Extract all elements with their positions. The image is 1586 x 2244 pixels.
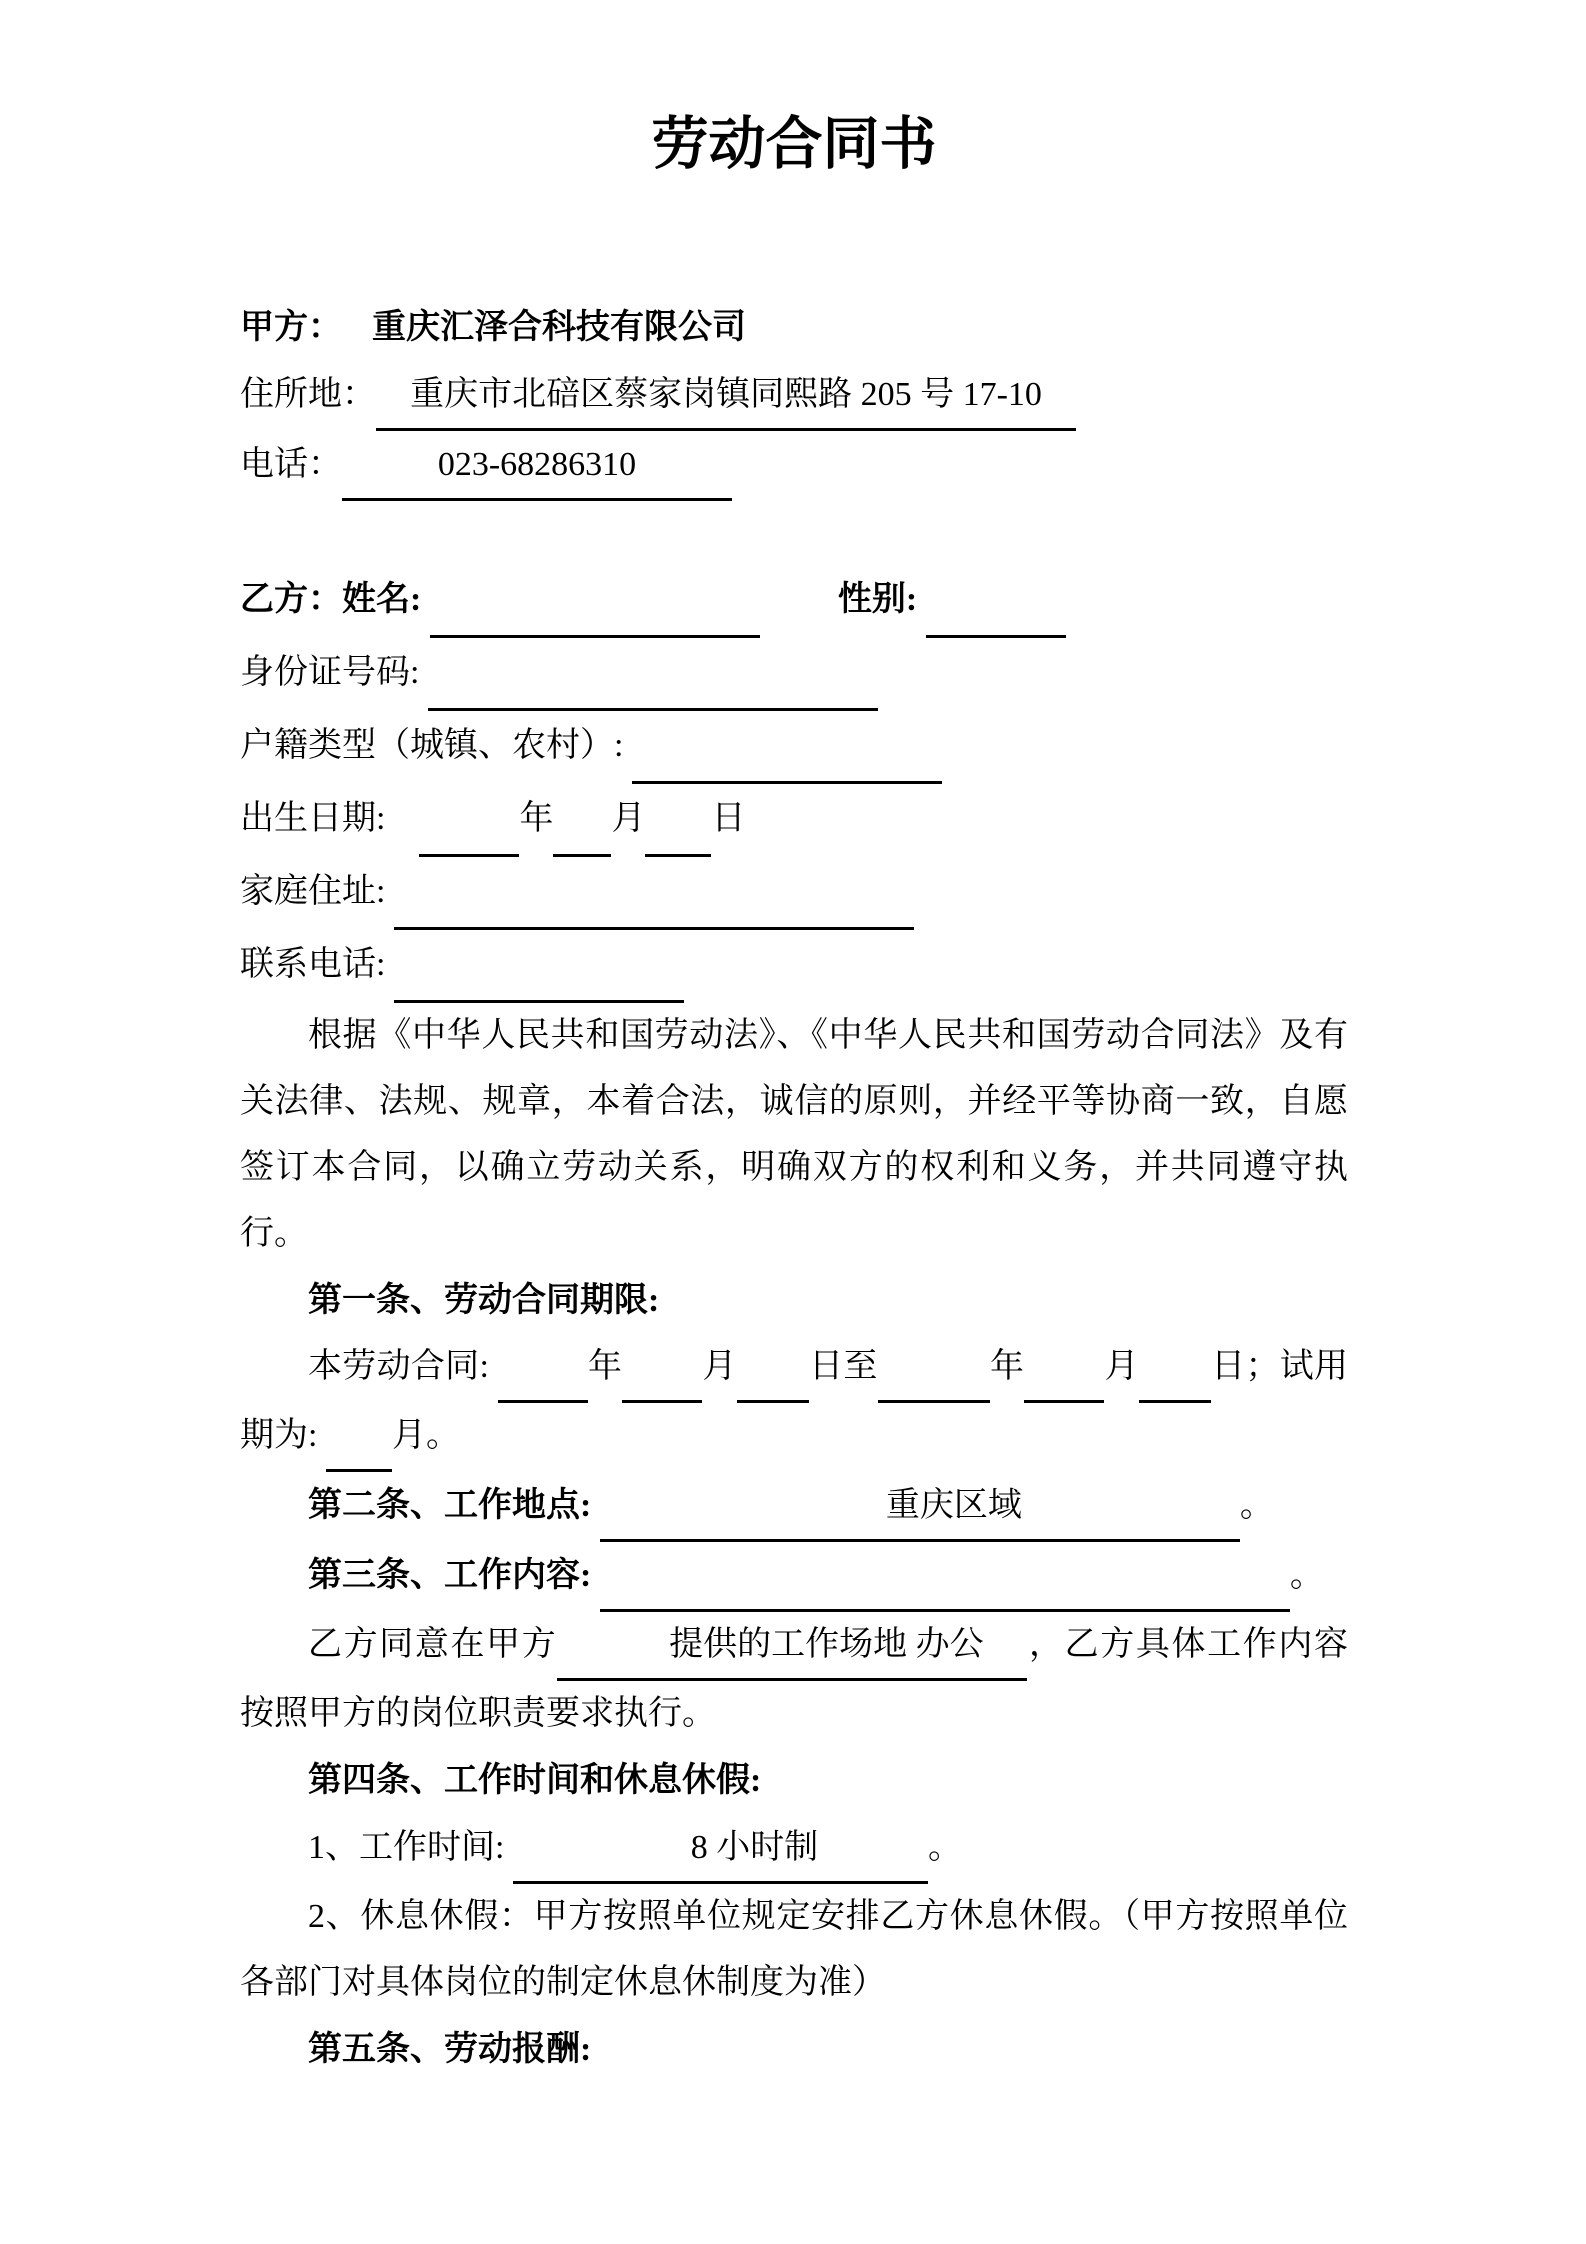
- article-3-period: 。: [1289, 1557, 1324, 1594]
- article-3-heading: 第三条、工作内容:: [308, 1557, 592, 1594]
- preamble-paragraph: 根据《中华人民共和国劳动法》、《中华人民共和国劳动合同法》及有关法律、法规、规章，本着合法，诚信的原则，并经平等协商一致，自愿签订本合同，以确立劳动关系，明确双方的权利和义务，并共同遵守执行。: [240, 1017, 1348, 1252]
- party-b-label: 乙方：: [240, 581, 342, 618]
- probation-month-end-label: 月。: [391, 1417, 460, 1454]
- article-2-line: [240, 1472, 1348, 1542]
- article-5-heading: 第五条、劳动报酬:: [308, 2031, 592, 2068]
- birth-date-label: 出生日期:: [240, 800, 386, 837]
- term-end-month-label: 月: [1104, 1348, 1139, 1385]
- work-hours-field: 8 小时制: [513, 1814, 928, 1884]
- rest-leave-paragraph: 2、休息休假：甲方按照单位规定安排乙方休息休假。（甲方按照单位各部门对具体岗位的制定休息休制度为准）: [240, 1898, 1348, 2001]
- article-1-heading: 第一条、劳动合同期限:: [308, 1282, 660, 1319]
- household-type-label: 户籍类型（城镇、农村）:: [240, 727, 624, 764]
- name-label: 姓名:: [342, 581, 422, 618]
- probation-label: 日；试用期为:: [240, 1348, 1349, 1454]
- article-3-body-suffix: ，乙方具体工作内容按照甲方的岗位职责要求执行。: [240, 1626, 1348, 1732]
- month-unit-label: 月: [611, 800, 646, 837]
- birth-day-field: [645, 784, 711, 857]
- party-a-label: 甲方：: [240, 309, 342, 346]
- article-2-period: 。: [1239, 1487, 1274, 1524]
- household-type-line: [240, 711, 1348, 784]
- birth-month-field: [553, 784, 611, 857]
- work-hours-period: 。: [927, 1829, 962, 1866]
- article-3-body: [240, 1612, 1348, 1747]
- id-number-field: [428, 638, 878, 711]
- home-address-field: [394, 857, 914, 930]
- party-a-phone-line: [240, 431, 1348, 501]
- birth-date-line: [240, 784, 1348, 857]
- day-unit-label: 日: [711, 800, 746, 837]
- gender-label: 性别:: [837, 581, 918, 618]
- name-field: [430, 565, 760, 638]
- contract-term-line: [240, 1334, 1348, 1472]
- contact-phone-field: [394, 930, 684, 1003]
- article-4-heading: 第四条、工作时间和休息休假:: [308, 1762, 762, 1799]
- address-label: 住所地：: [240, 376, 376, 413]
- id-number-label: 身份证号码:: [240, 654, 420, 691]
- article-2-heading: 第二条、工作地点:: [308, 1487, 592, 1524]
- party-a-company-name: 重庆汇泽合科技有限公司: [372, 309, 746, 346]
- article-5-heading-line: [240, 2016, 1348, 2083]
- work-location-field: 重庆区域: [600, 1472, 1240, 1542]
- address-field: 重庆市北碚区蔡家岗镇同熙路 205 号 17-10: [376, 361, 1076, 431]
- household-type-field: [632, 711, 942, 784]
- term-end-year-label: 年: [989, 1348, 1025, 1385]
- phone-field: 023-68286310: [342, 431, 732, 501]
- contract-term-prefix: 本劳动合同:: [308, 1348, 489, 1385]
- article-3-body-prefix: 乙方同意在甲方: [308, 1626, 558, 1663]
- workplace-field: 提供的工作场地 办公: [557, 1612, 1027, 1681]
- gender-field: [926, 565, 1066, 638]
- phone-label: 电话：: [240, 446, 342, 483]
- term-start-month-field: [622, 1334, 702, 1403]
- term-start-year-field: [498, 1334, 588, 1403]
- party-a-address-line: [240, 361, 1348, 431]
- probation-months-field: [326, 1403, 392, 1472]
- term-end-year-field: [878, 1334, 990, 1403]
- article-4-heading-line: [240, 1747, 1348, 1814]
- contact-phone-label: 联系电话:: [240, 946, 386, 983]
- article-1-heading-line: [240, 1267, 1348, 1334]
- work-content-field: [600, 1542, 1290, 1612]
- term-end-month-field: [1024, 1334, 1104, 1403]
- year-unit-label: 年: [519, 800, 554, 837]
- work-hours-line: [240, 1814, 1348, 1884]
- term-start-year-label: 年: [587, 1348, 623, 1385]
- term-start-month-label: 月: [702, 1348, 737, 1385]
- document-title: 劳动合同书: [651, 113, 937, 176]
- term-start-day-field: [737, 1334, 809, 1403]
- party-b-name-line: [240, 565, 1348, 638]
- work-hours-label: 1、工作时间:: [308, 1829, 505, 1866]
- home-address-label: 家庭住址:: [240, 873, 386, 910]
- article-3-line: [240, 1542, 1348, 1612]
- term-end-day-field: [1139, 1334, 1211, 1403]
- contact-phone-line: [240, 930, 1348, 1003]
- home-address-line: [240, 857, 1348, 930]
- party-a-line: [240, 294, 1348, 361]
- id-number-line: [240, 638, 1348, 711]
- birth-year-field: [419, 784, 519, 857]
- term-day-to-label: 日至: [808, 1348, 878, 1385]
